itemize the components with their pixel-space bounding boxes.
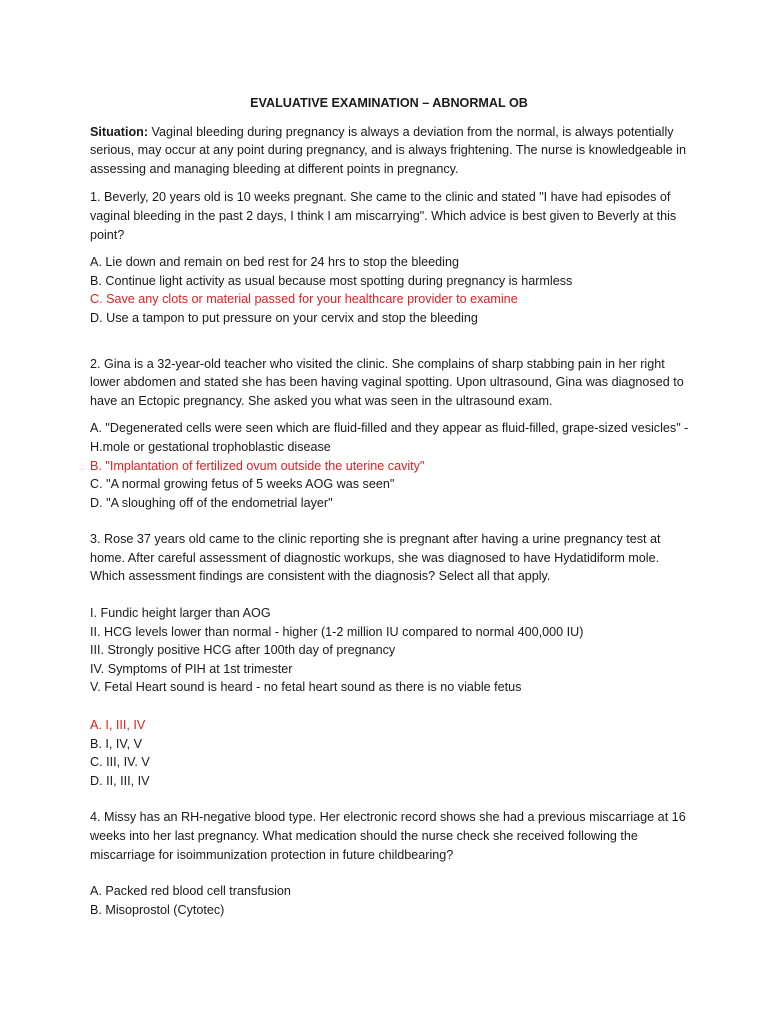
question-3 — [90, 530, 696, 790]
question-2-option-d: D. "A sloughing off of the endometrial layer" — [90, 495, 333, 510]
question-3-statement-i: I. Fundic height larger than AOG — [90, 606, 271, 621]
question-4-options — [90, 882, 696, 919]
question-1-option-d: D. Use a tampon to put pressure on your cervix and stop the bleeding — [90, 310, 478, 325]
question-1 — [90, 188, 696, 327]
question-1-option-b: B. Continue light activity as usual because most spotting during pregnancy is harmless — [90, 273, 573, 288]
question-3-statement-v: V. Fetal Heart sound is heard - no fetal heart sound as there is no viable fetus — [90, 680, 522, 695]
question-2-option-a: A. "Degenerated cells were seen which are fluid-filled and they appear as fluid-filled, grape-sized vesicles" - H.mole or gestational trophoblastic disease — [90, 421, 689, 454]
question-4-option-b: B. Misoprostol (Cytotec) — [90, 902, 225, 917]
question-1-stem: 1. Beverly, 20 years old is 10 weeks pregnant. She came to the clinic and stated "I have had episodes of vaginal bleeding in the past 2 days, I think I am miscarrying". Which advice is best given to Beverly at this point? — [90, 190, 677, 242]
question-2 — [90, 355, 696, 513]
question-3-option-b: B. I, IV, V — [90, 736, 143, 751]
question-1-option-c: C. Save any clots or material passed for your healthcare provider to examine — [90, 292, 518, 307]
question-3-statement-iv: IV. Symptoms of PIH at 1st trimester — [90, 661, 293, 676]
question-3-option-c: C. III, IV. V — [90, 755, 150, 770]
situation-paragraph — [90, 123, 696, 179]
situation-label: Situation: — [90, 124, 149, 139]
question-3-statement-ii: II. HCG levels lower than normal - higher (1-2 million IU compared to normal 400,000 IU) — [90, 624, 584, 639]
question-3-options — [90, 716, 696, 790]
question-3-statements — [90, 604, 696, 697]
question-3-statement-iii: III. Strongly positive HCG after 100th day of pregnancy — [90, 643, 396, 658]
question-2-option-b: B. "Implantation of fertilized ovum outside the uterine cavity" — [90, 458, 425, 473]
question-3-stem: 3. Rose 37 years old came to the clinic reporting she is pregnant after having a urine pregnancy test at home. After careful assessment of diagnostic workups, she was diagnosed to have Hydatidiform mole. Which assessment findings are consistent with the diagnosis? Select all that apply. — [90, 532, 661, 584]
question-2-options — [90, 419, 696, 512]
question-3-option-a: A. I, III, IV — [90, 718, 146, 733]
question-1-option-a: A. Lie down and remain on bed rest for 24 hrs to stop the bleeding — [90, 255, 459, 270]
question-2-option-c: C. "A normal growing fetus of 5 weeks AOG was seen" — [90, 477, 395, 492]
question-3-option-d: D. II, III, IV — [90, 773, 150, 788]
question-4-stem: 4. Missy has an RH-negative blood type. Her electronic record shows she had a previous miscarriage at 16 weeks into her last pregnancy. What medication should the nurse check she received following the miscarriage for isoimmunization protection in future childbearing? — [90, 810, 686, 862]
situation-text: Vaginal bleeding during pregnancy is always a deviation from the normal, is always potentially serious, may occur at any point during pregnancy, and is always frightening. The nurse is knowledgeable in assessing and managing bleeding at different points in pregnancy. — [90, 124, 686, 176]
question-2-stem: 2. Gina is a 32-year-old teacher who visited the clinic. She complains of sharp stabbing pain in her right lower abdomen and stated she has been having vaginal spotting. Upon ultrasound, Gina was diagnosed to have an Ectopic pregnancy. She asked you what was seen in the ultrasound exam. — [90, 356, 684, 408]
page-title: EVALUATIVE EXAMINATION – ABNORMAL OB — [250, 96, 528, 110]
question-4-option-a: A. Packed red blood cell transfusion — [90, 884, 291, 899]
question-4 — [90, 808, 696, 919]
question-1-options — [90, 253, 696, 327]
